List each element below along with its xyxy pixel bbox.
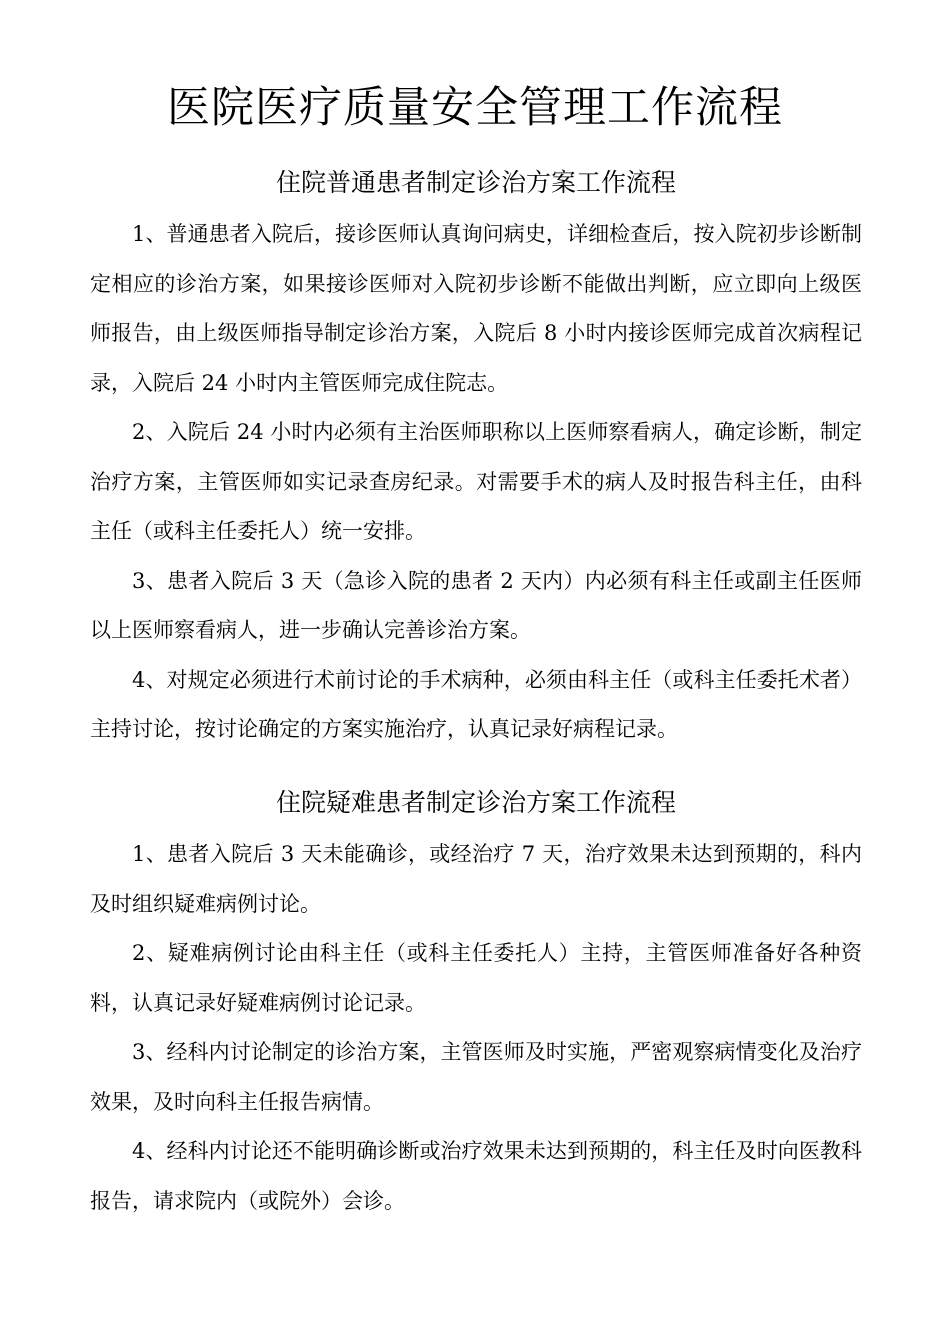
document-title: 医院医疗质量安全管理工作流程 <box>167 83 783 133</box>
paragraph: 3、患者入院后 3 天（急诊入院的患者 2 天内）内必须有科主任或副主任医师以上医师察看病人，进一步确认完善诊治方案。 <box>90 568 862 642</box>
section-difficult-patients <box>90 782 862 1226</box>
paragraph: 4、经科内讨论还不能明确诊断或治疗效果未达到预期的，科主任及时向医教科报告，请求院内（或院外）会诊。 <box>90 1139 862 1213</box>
paragraph: 1、普通患者入院后，接诊医师认真询问病史，详细检查后，按入院初步诊断制定相应的诊治方案，如果接诊医师对入院初步诊断不能做出判断，应立即向上级医师报告，由上级医师指导制定诊治方案，入院后 8 小时内接诊医师完成首次病程记录，入院后 24 小时内主管医师完成住院志。 <box>90 222 862 395</box>
section-heading: 住院疑难患者制定诊治方案工作流程 <box>275 788 676 817</box>
section-heading: 住院普通患者制定诊治方案工作流程 <box>275 168 676 197</box>
paragraph: 2、疑难病例讨论由科主任（或科主任委托人）主持，主管医师准备好各种资料，认真记录好疑难病例讨论记录。 <box>90 941 862 1015</box>
paragraph: 4、对规定必须进行术前讨论的手术病种，必须由科主任（或科主任委托术者）主持讨论，按讨论确定的方案实施治疗，认真记录好病程记录。 <box>90 667 862 741</box>
paragraph: 2、入院后 24 小时内必须有主治医师职称以上医师察看病人，确定诊断，制定治疗方案，主管医师如实记录查房纪录。对需要手术的病人及时报告科主任，由科主任（或科主任委托人）统一安排。 <box>90 420 862 543</box>
section-ordinary-patients <box>90 162 862 755</box>
paragraph: 3、经科内讨论制定的诊治方案，主管医师及时实施，严密观察病情变化及治疗效果，及时向科主任报告病情。 <box>90 1040 862 1114</box>
paragraph: 1、患者入院后 3 天未能确诊，或经治疗 7 天，治疗效果未达到预期的，科内及时组织疑难病例讨论。 <box>90 842 862 916</box>
